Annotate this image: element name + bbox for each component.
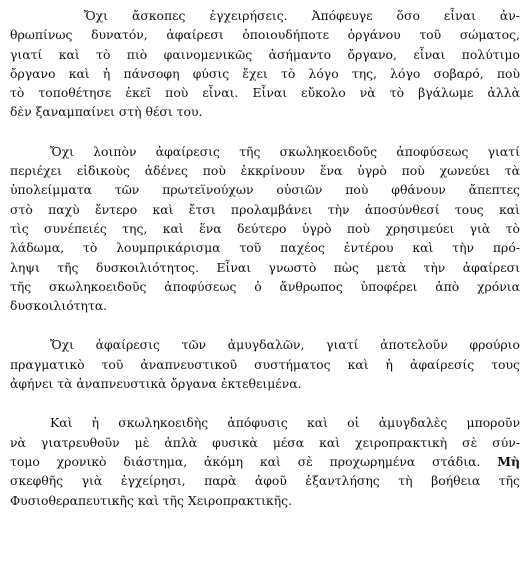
text-line: ἀφήνει τὰ ἀναπνευστικὰ ὄργανα ἐκτεθειμένα. bbox=[10, 376, 302, 392]
text-line: τῆς σκωληκοειδοῦς ἀποφύσεως ὁ ἄνθρωπος ὑποφέρει ἀπὸ χρόνια bbox=[10, 278, 520, 294]
text-line: στὸ παχὺ ἔντερο καὶ ἔτσι προλαμβάνει τὴν ἀποσύνθεσί τους καὶ bbox=[10, 201, 520, 217]
text-line: λάδωμα, τὸ λουμπρικάρισμα τοῦ παχέος ἐντέρου καὶ τὴν πρό- bbox=[10, 240, 520, 256]
text-line: περιέχει εἰδικοὺς ἀδένες ποὺ ἐκκρίνουν ἕνα ὑγρὸ ποὺ χωνεύει τὰ bbox=[10, 163, 520, 179]
text-line: σκεφθῆς γιὰ ἐγχείρησι, παρὰ ἀφοῦ ἐξαντλήσης τὴ βοήθεια τῆς bbox=[10, 473, 520, 489]
text-fragment: τομο χρονικὸ διάστημα, ἀκόμη καὶ σὲ προχωρημένα στάδια. bbox=[10, 453, 481, 469]
paragraph-2 bbox=[10, 142, 520, 316]
text-line bbox=[10, 452, 520, 471]
text-line: τὶς συνέπειές της, καὶ ἕνα δεύτερο ὑγρὸ ποὺ χρησιμεύει γιὰ τὸ bbox=[10, 220, 520, 236]
bold-text: Μὴ bbox=[497, 453, 520, 469]
text-line: ὑπολείμματα τῶν πρωτεϊνούχων οὐσιῶν ποὺ φθάνουν ἄπεπτες bbox=[10, 182, 520, 198]
text-line: θρωπίνως δυνατόν, ἀφαίρεσι ὁποιουδήποτε ὀργάνου τοῦ σώματος, bbox=[10, 27, 520, 43]
paragraph-1 bbox=[10, 6, 520, 122]
paragraph-3 bbox=[10, 335, 520, 393]
text-line: δυσκοιλιότητα. bbox=[10, 298, 108, 314]
text-line: Ὄχι ἄσκοπες ἐγχειρήσεις. Ἀπόφευγε ὅσο εἶναι ἀν- bbox=[84, 8, 520, 23]
text-line: πραγματικὸ τοῦ ἀναπνευστικοῦ συστήματος καὶ ἡ ἀφαίρεσίς τους bbox=[10, 356, 520, 372]
text-line: νὰ γιατρευθοῦν μὲ ἁπλὰ φυσικὰ μέσα καὶ χειροπρακτικὴ σὲ σύν- bbox=[10, 434, 520, 450]
text-line: Ὄχι ἀφαίρεσις τῶν ἀμυγδαλῶν, γιατί ἀποτελοῦν φρούριο bbox=[50, 337, 520, 353]
text-line: Ὄχι λοιπὸν ἀφαίρεσις τῆς σκωληκοειδοῦς ἀποφύσεως γιατί bbox=[50, 143, 520, 159]
paragraph-4 bbox=[10, 413, 520, 509]
text-line: τὸ τοποθέτησε ἐκεῖ ποὺ εἶναι. Εἶναι εὔκολο νὰ τὸ βγάλωμε ἀλλὰ bbox=[10, 85, 520, 101]
text-line: ὄργανο καὶ ἡ πάνσοφη φύσις ἔχει τὸ λόγο της, λόγο σοβαρό, ποὺ bbox=[10, 65, 520, 81]
text-line: γιατί καὶ τὸ πιὸ φαινομενικῶς ἀσήμαντο ὄργανο, εἶναι πολύτιμο bbox=[10, 46, 520, 62]
text-line: ληψι τῆς δυσκοιλιότητος. Εἶναι γνωστὸ πὼς μετὰ τὴν ἀφαίρεσι bbox=[10, 259, 520, 275]
text-line: δὲν ξαναμπαίνει στὴ θέσι του. bbox=[10, 104, 203, 120]
text-line: Φυσιοθεραπευτικῆς καὶ τῆς Χειροπρακτικῆς. bbox=[10, 492, 293, 508]
text-line: Καὶ ἡ σκωληκοειδὴς ἀπόφυσις καὶ οἱ ἀμυγδαλὲς μποροῦν bbox=[50, 415, 520, 431]
